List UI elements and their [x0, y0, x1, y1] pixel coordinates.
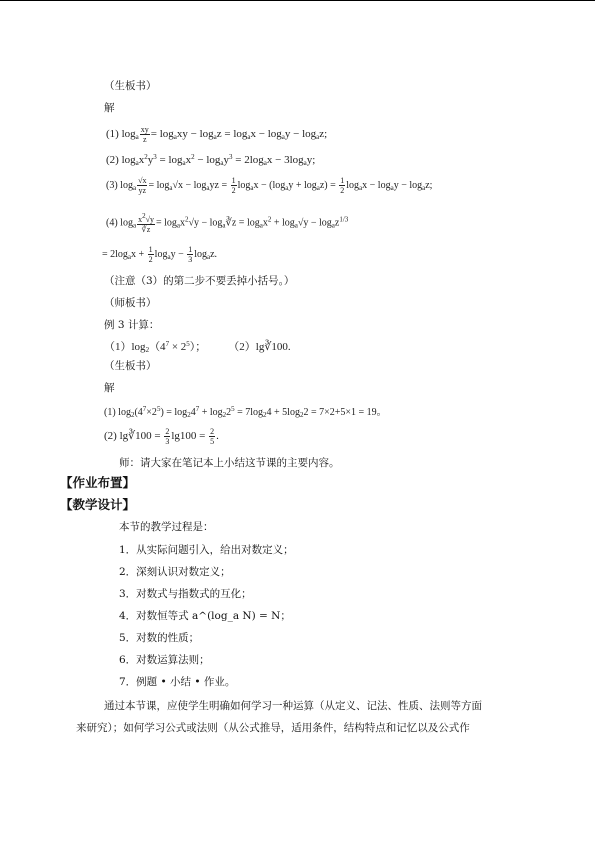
board-note-2: （生板书）: [104, 360, 157, 372]
board-note-1: （生板书）: [104, 80, 157, 92]
example-3-questions: $(1)\log_2(4^7 \times 2^5)$； （2）lg∛100.: [104, 340, 291, 354]
solution-line-3: (3) $\log_a$ $\frac{√x}{yz}$ = $\log_a√x - \log_ayz$ = $\frac{1}{2}$ $\log_ax - (\log_ay + \log_az)$ = $\frac{1}{2}$ $\log_ax - \log_ay - \log_az$;: [106, 176, 433, 195]
closing-paragraph-line-1: 通过本节课，应使学生明确如何学习一种运算（从定义、记法、性质、法则等方面: [104, 700, 482, 712]
step-3: 3．对数式与指数式的互化；: [119, 588, 252, 600]
design-heading: 【教学设计】: [60, 497, 136, 512]
step-4: 4．对数恒等式 a^(log_a N) = N；: [119, 610, 291, 622]
homework-heading: 【作业布置】: [60, 475, 136, 490]
design-intro: 本节的教学过程是：: [119, 521, 214, 533]
note-line: （注意（3）的第二步不要丢掉小括号。）: [104, 275, 295, 287]
example-solution-2: (2) lg∛100 = $\frac{2}{3}$ lg100 = $\frac{2}{5}$ .: [104, 427, 219, 446]
solution-line-4b: = $2\log_ax$ + $\frac{1}{2}$ $\log_ay$ − $\frac{1}{3}$ $\log_az$.: [102, 245, 218, 264]
step-6: 6．对数运算法则；: [119, 654, 210, 666]
solution-line-2: (2) $\log_ax^2y^3 = \log_ax^2 - \log_ay^3 = 2\log_ax - 3\log_ay$;: [106, 153, 316, 167]
example-3-title: 例 3 计算：: [104, 319, 160, 331]
step-7: 7．例题 • 小结 • 作业。: [119, 676, 236, 688]
teacher-board-note: （师板书）: [104, 297, 157, 309]
step-1: 1．从实际问题引入，给出对数定义；: [119, 544, 294, 556]
solution-label-2: 解: [104, 382, 115, 394]
page-top-rule: [0, 0, 595, 1]
step-5: 5．对数的性质；: [119, 632, 200, 644]
solution-line-1: (1) $\log_a$ $\frac{xy}{z}$ = $\log_axy - \log_az = \log_ax - \log_ay - \log_az$;: [106, 125, 328, 144]
solution-line-4: (4) $\log_a$ $\frac{x2√y}{∛z}$ = $\log_ax^2√y$ − $\log_a∛z = \log_ax^2 + \log_a√y - \log_az^{1/3}$: [106, 212, 349, 234]
solution-label-1: 解: [104, 102, 115, 114]
summary-line: 师：请大家在笔记本上小结这节课的主要内容。: [119, 457, 340, 469]
step-2: 2．深刻认识对数定义；: [119, 566, 231, 578]
closing-paragraph-line-2: 来研究）；如何学习公式或法则（从公式推导，适用条件，结构特点和记忆以及公式作: [76, 722, 470, 734]
example-solution-1: (1) $\log_2(4^7\times 2^5) = \log_24^7 + \log_22^5 = 7\log_24 + 5\log_22 = 7\times 2+5\times 1 = 19$。: [104, 405, 387, 419]
